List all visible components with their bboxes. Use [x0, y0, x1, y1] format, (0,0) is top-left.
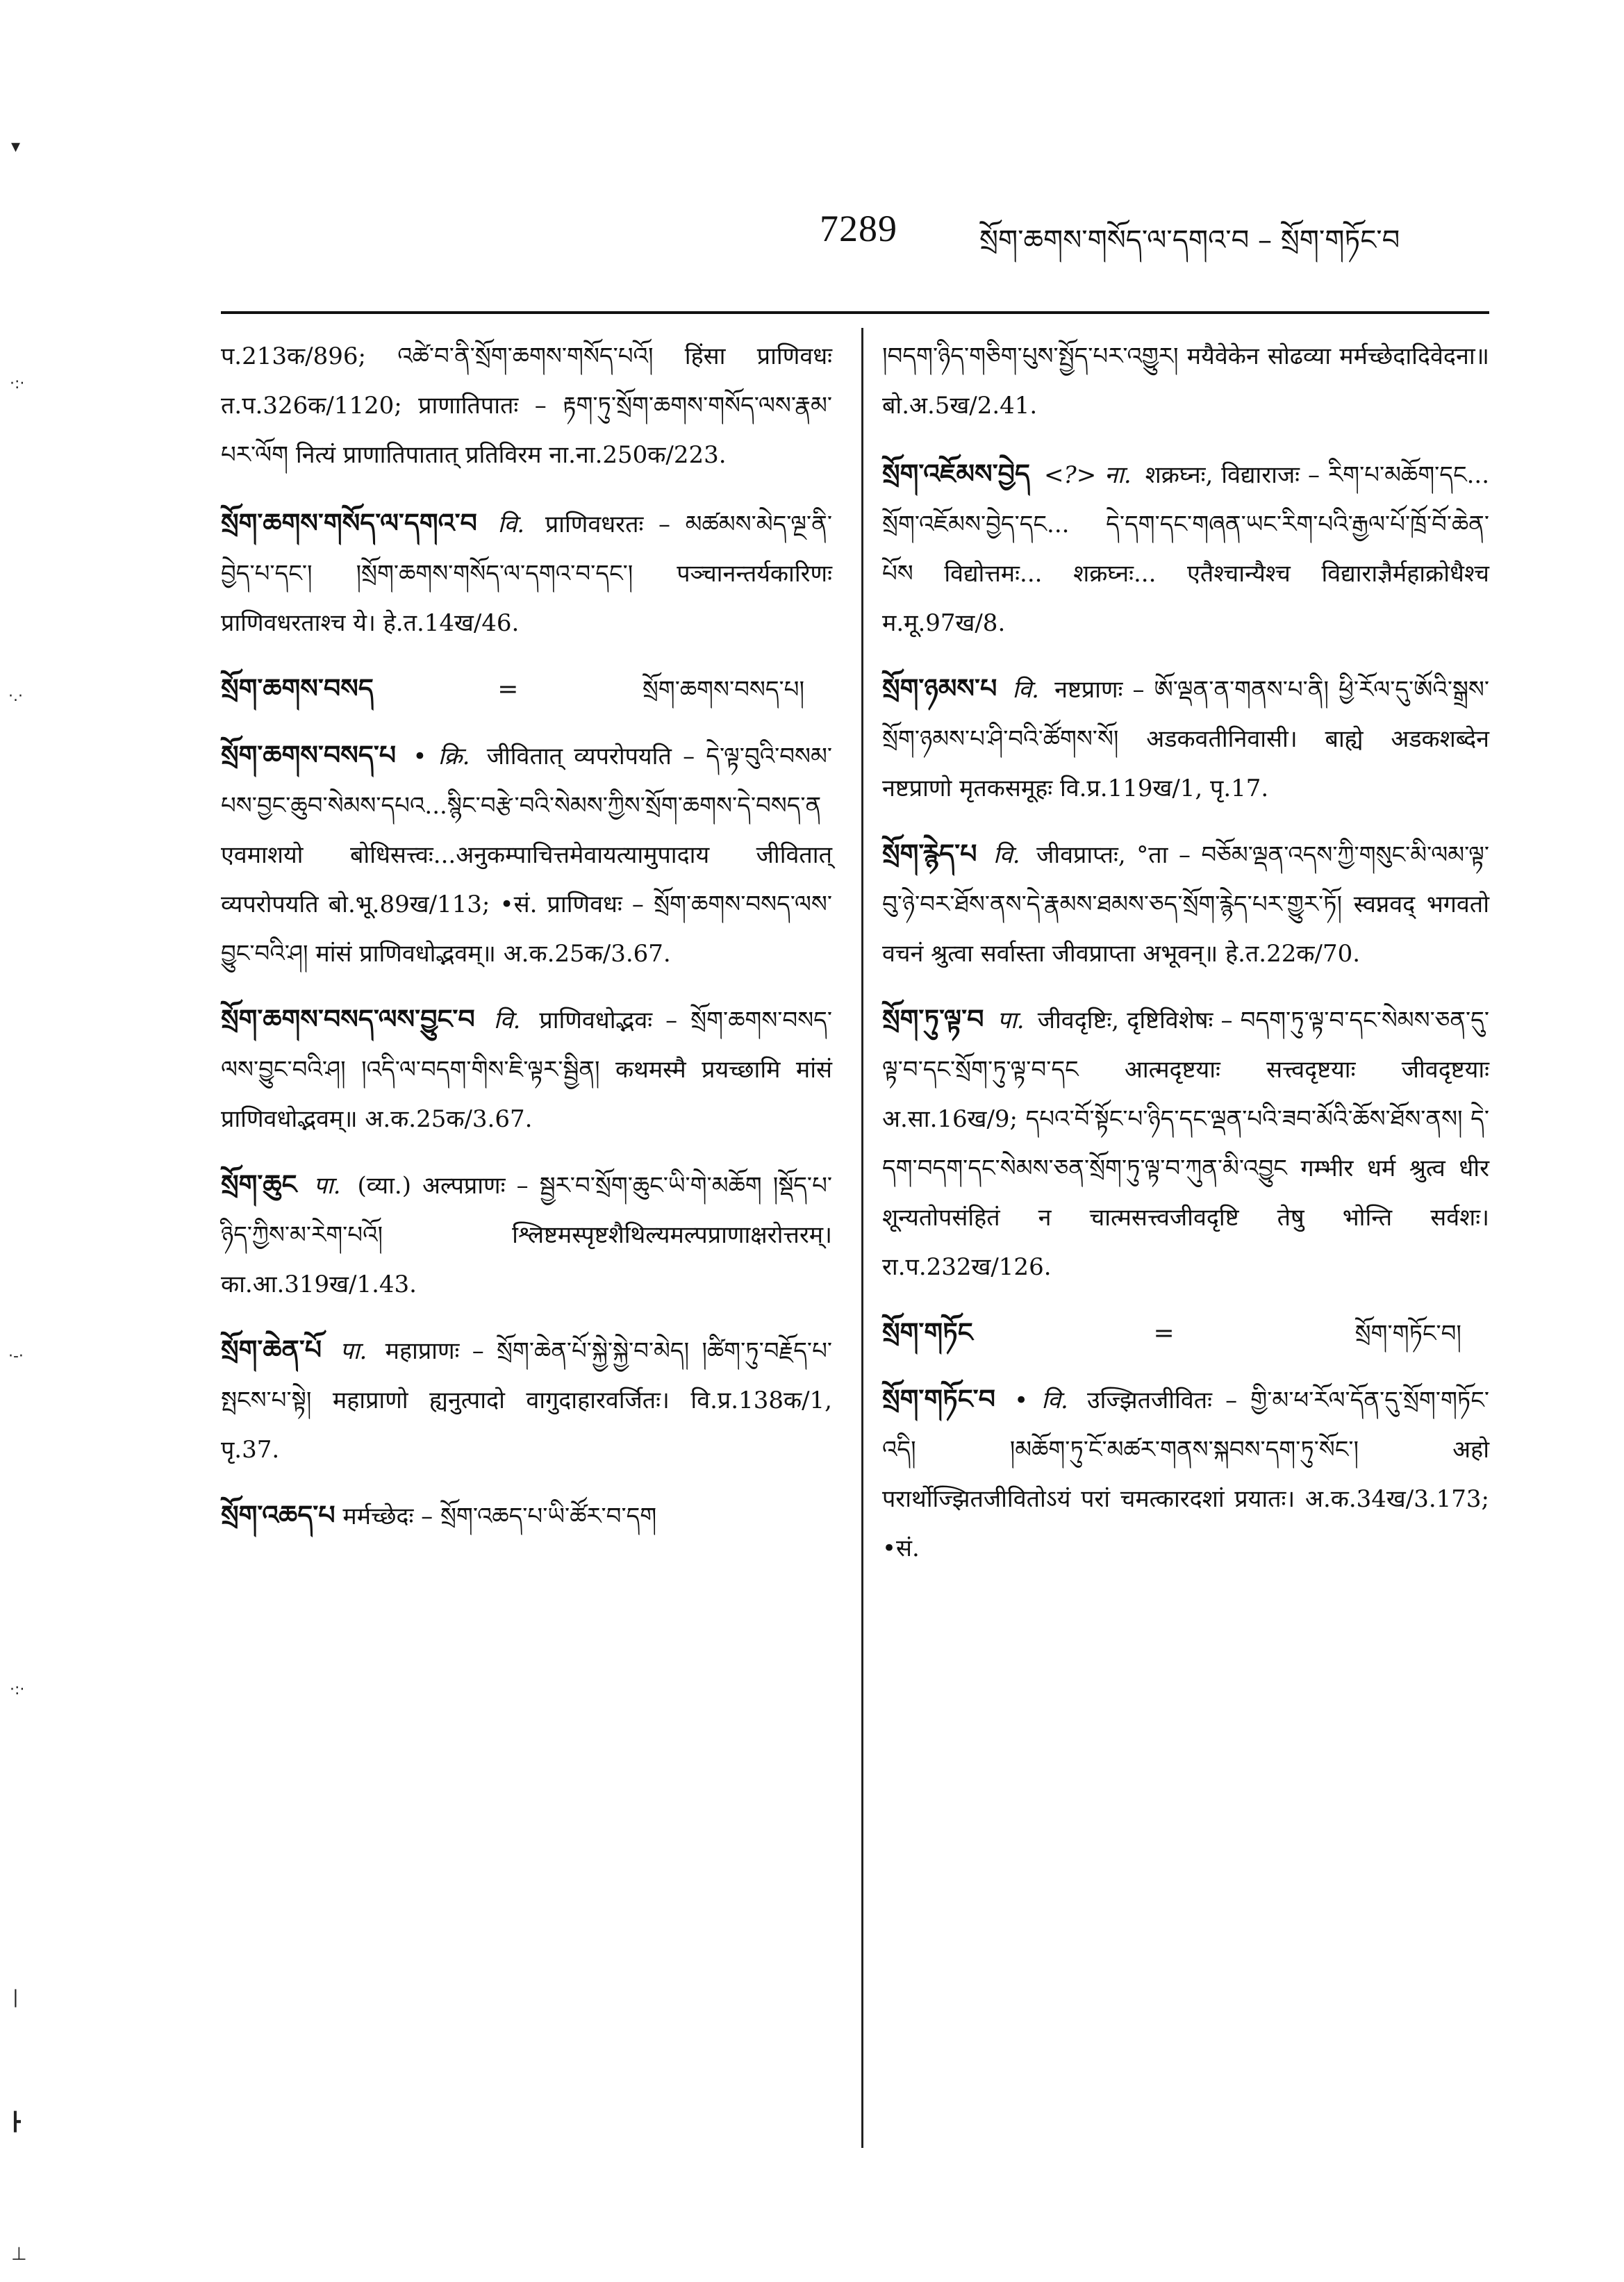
margin-mark: ┣	[10, 2112, 21, 2133]
entry-body: मर्मच्छेदः – སྲོག་འཆད་པ་ཡི་ཚོར་བ་དག	[342, 1503, 657, 1530]
equals-sign: =	[497, 675, 519, 704]
header-rule	[221, 311, 1489, 314]
entry-body: प्राणिवधरतः – མཚམས་མེད་ལྔ་ནི་བྱེད་པ་དང༌། །སྲོག་ཆགས་གསོད་ལ་དགའ་བ་དང༌། पञ्चानन्तर्यकारिणः प्राणिवधरताश्च ये। हे.त.14ख/46.	[221, 511, 832, 637]
entry-body: जीवप्राप्तः, °ता – བཅོམ་ལྡན་འདས་ཀྱི་གསུང་མི་ལམ་ལྟ་བུ་ཉེ་བར་ཐོས་ནས་དེ་རྣམས་ཐམས་ཅད་སྲོག་རྙེད་པར་གྱུར་ཏོ། स्वप्नवद् भगवतो वचनं श्रुत्वा सर्वास्ता जीवप्राप्ता अभूवन्॥ हे.त.22क/70.	[882, 841, 1489, 968]
left-column	[221, 332, 832, 1557]
headword: སྲོག་ཆུང	[221, 1168, 297, 1200]
cross-reference-target: སྲོག་གཏོང་བ།	[1354, 1320, 1461, 1348]
entry-body: (व्या.) अल्पप्राणः – སྦྱར་བ་སྲོག་ཆུང་ཡི་གེ་མཆོག །སྡོད་པ་ཉིད་ཀྱིས་མ་རེག་པའོ། श्लिष्टमस्पृष्टशैथिल्यमल्पप्राणाक्षरोत्तरम्। का.आ.319ख/1.43.	[221, 1172, 833, 1298]
margin-mark: ·.·	[8, 688, 23, 705]
entry-body: महाप्राणः – སྲོག་ཆེན་པོ་སྐྱེ་སྐྱེ་བ་མེད། །ཚིག་ཏུ་བརྗོད་པ་སྤངས་པ་སྟེ། महाप्राणो ह्यनुत्पादो वागुदाहारवर्जितः। वि.प्र.138क/1, पृ.37.	[221, 1337, 833, 1464]
cross-reference-entry	[221, 663, 832, 715]
headword: སྲོག་ཆགས་གསོད་ལ་དགའ་བ	[221, 507, 477, 538]
part-of-speech: पा.	[340, 1337, 367, 1365]
dictionary-entry	[882, 1374, 1489, 1573]
part-of-speech: वि.	[993, 841, 1020, 869]
dictionary-entry	[882, 829, 1489, 979]
margin-mark: ⊥	[11, 2244, 27, 2265]
dictionary-entry	[221, 498, 832, 648]
entry-body: नष्टप्राणः – ཨོ་ལྡན་ན་གནས་པ་ནི། ཕྱི་རོལ་དུ་ཨོའི་སྒྲས་སྲོག་ཉམས་པ་ཤི་བའི་ཚོགས་སོ། अडकवतीनिवासी। बाह्ये अडकशब्देन नष्टप्राणो मृतकसमूहः वि.प्र.119ख/1, पृ.17.	[882, 676, 1490, 802]
headword: སྲོག་རྙེད་པ	[882, 838, 977, 869]
entry-body: जीवदृष्टिः, दृष्टिविशेषः – བདག་ཏུ་ལྟ་བ་དང་སེམས་ཅན་དུ་ལྟ་བ་དང་སྲོག་ཏུ་ལྟ་བ་དང आत्मदृष्टयाः सत्त्वदृष्टयाः जीवदृष्टयाः अ.सा.16ख/9; དཔའ་བོ་སྟོང་པ་ཉིད་དང་ལྡན་པའི་ཟབ་མོའི་ཆོས་ཐོས་ནས། དེ་དག་བདག་དང་སེམས་ཅན་སྲོག་ཏུ་ལྟ་བ་ཀུན་མི་འབྱུང गम्भीर धर्म श्रुत्व धीर शून्यतोपसंहितं न चात्मसत्त्वजीवदृष्टि तेषु भोन्ति सर्वशः। रा.प.232ख/126.	[882, 1007, 1490, 1281]
cross-reference-entry	[882, 1307, 1489, 1359]
equals-sign: =	[1153, 1319, 1175, 1348]
headword: སྲོག་ཆགས་བསད	[221, 672, 374, 704]
margin-mark: ·:·	[10, 1681, 25, 1698]
dictionary-entry	[221, 1490, 832, 1541]
part-of-speech: वि.	[493, 1007, 521, 1034]
dictionary-entry	[221, 1325, 832, 1475]
margin-mark: ·:·	[10, 375, 25, 392]
part-of-speech: • वि.	[1014, 1387, 1068, 1414]
headword: སྲོག་འཇོམས་བྱེད	[882, 458, 1031, 489]
right-column	[882, 332, 1489, 1589]
entry-continuation: །བདག་ཉིད་གཅིག་པུས་སྤྱོད་པར་འགྱུར། मयैवेकेन सोढव्या मर्मच्छेदादिवेदना॥ बो.अ.5ख/2.41.	[882, 342, 1489, 420]
headword: སྲོག་འཆད་པ	[221, 1499, 335, 1530]
headword: སྲོག་ཆེན་པོ	[221, 1334, 322, 1365]
dictionary-entry	[221, 1159, 832, 1309]
entry-body: शक्रघ्नः, विद्याराजः – རིག་པ་མཆོག་དང... སྲོག་འཇོམས་བྱེད་དང... དེ་དག་དང་གཞན་ཡང་རིག་པའི་རྒྱལ་པོ་ཁྲོ་བོ་ཆེན་པོས विद्योत्तमः... शक्रघ्नः... एतैश्चान्यैश्च विद्याराज्ञैर्महाक्रोधैश्च म.मू.97ख/8.	[882, 461, 1490, 637]
part-of-speech: वि.	[497, 511, 525, 538]
dictionary-entry	[221, 994, 832, 1144]
headword: སྲོག་ཉམས་པ	[882, 672, 997, 704]
headword: སྲོག་ཆགས་བསད་པ	[221, 739, 397, 770]
cross-reference-target: སྲོག་ཆགས་བསད་པ།	[642, 676, 804, 704]
headword: སྲོག་ཆགས་བསད་ལས་བྱུང་བ	[221, 1003, 475, 1034]
column-divider	[861, 328, 863, 2148]
running-head: སྲོག་ཆགས་གསོད་ལ་དགའ་བ – སྲོག་གཏོང་བ	[979, 224, 1400, 256]
dictionary-entry	[221, 730, 832, 979]
entry-body: प्राणिवधोद्भवः – སྲོག་ཆགས་བསད་ལས་བྱུང་བའི་ཤ། །འདི་ལ་བདག་གིས་ཇི་ལྟར་སྦྱིན། कथमस्मै प्रयच्छामि मांसं प्राणिवधोद्भवम्॥ अ.क.25क/3.67.	[221, 1007, 832, 1133]
part-of-speech: <?> ना.	[1044, 461, 1132, 489]
entry-body: जीवितात् व्यपरोपयति – དེ་ལྟ་བུའི་བསམ་པས་བྱང་ཆུབ་སེམས་དཔའ...སྙིང་བརྩེ་བའི་སེམས་ཀྱིས་སྲོག་ཆགས་དེ་བསད་ན एवमाशयो बोधिसत्त्वः...अनुकम्पाचित्तमेवायत्यामुपादाय जीवितात् व्यपरोपयति बो.भू.89ख/113; •सं. प्राणिवधः – སྲོག་ཆགས་བསད་ལས་བྱུང་བའི་ཤ། मांसं प्राणिवधोद्भवम्॥ अ.क.25क/3.67.	[221, 743, 833, 968]
headword: སྲོག་གཏོང	[882, 1316, 973, 1348]
headword: སྲོག་གཏོང་བ	[882, 1383, 995, 1414]
margin-mark: ▾	[11, 136, 21, 157]
part-of-speech: पा.	[997, 1007, 1025, 1034]
entry-body: उज्झितजीवितः – གྱི་མ་ཕ་རོལ་དོན་དུ་སྲོག་གཏོང་འདི། །མཆོག་ཏུ་ངོ་མཚར་གནས་སྐབས་དག་ཏུ་སོང༌། अहो परार्थोज्झितजीवितोऽयं परां चमत्कारदशां प्रयातः। अ.क.34ख/3.173; •सं.	[882, 1387, 1489, 1562]
part-of-speech: • क्रि.	[413, 743, 470, 770]
headword: སྲོག་ཏུ་ལྟ་བ	[882, 1003, 984, 1034]
dictionary-entry	[882, 449, 1489, 648]
entry-continuation: प.213क/896; འཚེ་བ་ནི་སྲོག་ཆགས་གསོད་པའོ། हिंसा प्राणिवधः त.प.326क/1120; प्राणातिपातः – རྟག་ཏུ་སྲོག་ཆགས་གསོད་ལས་རྣམ་པར་ལོག नित्यं प्राणातिपातात् प्रतिविरम ना.ना.250क/223.	[221, 342, 832, 469]
part-of-speech: पा.	[313, 1172, 341, 1200]
part-of-speech: वि.	[1012, 676, 1039, 704]
margin-mark: ·-·	[8, 1348, 24, 1365]
page-number: 7289	[820, 208, 897, 249]
dictionary-entry	[882, 663, 1489, 813]
margin-mark: |	[13, 1987, 19, 2008]
dictionary-entry	[882, 994, 1489, 1292]
